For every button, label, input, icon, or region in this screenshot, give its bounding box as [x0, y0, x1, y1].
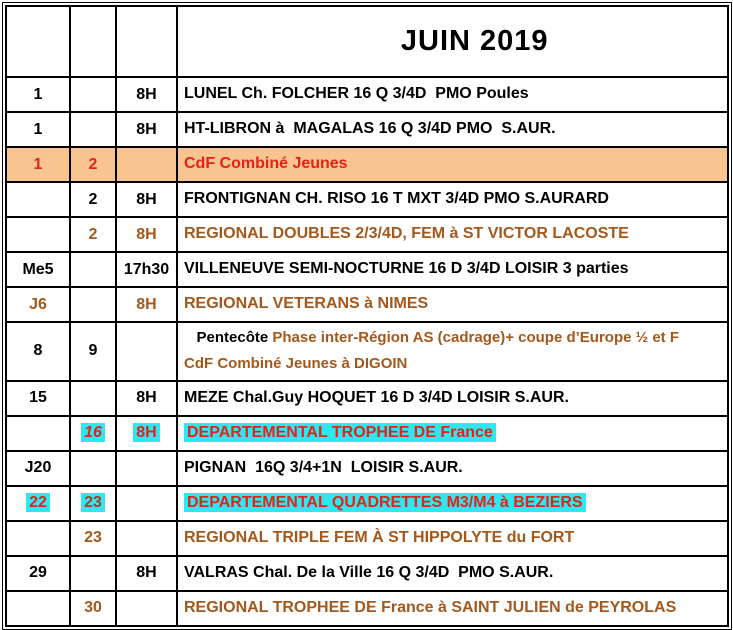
header-day1-cell [6, 6, 70, 77]
time-cell [116, 591, 177, 626]
event-cell [177, 556, 728, 591]
day2-cell [70, 416, 116, 451]
time-cell [116, 77, 177, 112]
cell-text: VALRAS Chal. De la Ville 16 Q 3/4D PMO S.AUR. [184, 563, 554, 581]
event-cell [177, 381, 728, 416]
day1-cell [6, 451, 70, 486]
cell-text: 8H [136, 190, 157, 208]
day1-cell [6, 287, 70, 322]
day1-cell [6, 381, 70, 416]
table-row [6, 147, 728, 182]
time-cell [116, 322, 177, 381]
cell-text: 22 [26, 493, 50, 512]
header-time-cell [116, 6, 177, 77]
cell-text: 8 [33, 342, 43, 360]
day2-cell [70, 591, 116, 626]
cell-text: 15 [29, 389, 47, 406]
cell-text: 2 [88, 225, 98, 243]
cell-text: 29 [29, 564, 47, 581]
day1-cell [6, 217, 70, 252]
time-cell [116, 182, 177, 217]
cell-text: 8H [136, 295, 157, 313]
time-cell [116, 252, 177, 287]
day1-cell [6, 252, 70, 287]
table-row [6, 486, 728, 521]
cell-text: REGIONAL TRIPLE FEM À ST HIPPOLYTE du FORT [184, 528, 575, 546]
table-row [6, 381, 728, 416]
cell-text: 2 [88, 155, 98, 173]
cell-text: J6 [29, 295, 47, 313]
event-cell [177, 591, 728, 626]
cell-text: 30 [84, 599, 102, 616]
cell-text: CdF Combiné Jeunes [184, 155, 348, 173]
day1-cell [6, 486, 70, 521]
header-row [6, 6, 728, 77]
day1-cell [6, 77, 70, 112]
event-cell [177, 217, 728, 252]
event-cell [177, 252, 728, 287]
time-cell [116, 416, 177, 451]
cell-text: 23 [81, 493, 105, 512]
cell-text: REGIONAL DOUBLES 2/3/4D, FEM à ST VICTOR LACOSTE [184, 225, 629, 243]
cell-text: 9 [88, 342, 98, 360]
cell-text: VILLENEUVE SEMI-NOCTURNE 16 D 3/4D LOISIR 3 parties [184, 260, 629, 278]
time-cell [116, 556, 177, 591]
cell-text: DEPARTEMENTAL TROPHEE DE France [184, 423, 496, 442]
event-cell [177, 112, 728, 147]
cell-text: LUNEL Ch. FOLCHER 16 Q 3/4D PMO Poules [184, 85, 529, 103]
header-day2-cell [70, 6, 116, 77]
cell-text: 8H [136, 389, 157, 406]
event-cell [177, 521, 728, 556]
table-row [6, 591, 728, 626]
day2-cell [70, 252, 116, 287]
event-cell [177, 287, 728, 322]
day2-cell [70, 381, 116, 416]
cell-text: 23 [84, 529, 102, 546]
event-cell [177, 322, 728, 381]
day2-cell [70, 486, 116, 521]
cell-text: DEPARTEMENTAL QUADRETTES M3/M4 à BEZIERS [184, 493, 586, 512]
table-row [6, 112, 728, 147]
time-cell [116, 486, 177, 521]
day2-cell [70, 322, 116, 381]
time-cell [116, 451, 177, 486]
day1-cell [6, 112, 70, 147]
event-cell [177, 77, 728, 112]
cell-text: Phase inter-Région AS (cadrage)+ coupe d’Europe ½ et F [272, 329, 679, 346]
table-row [6, 77, 728, 112]
cell-text: J20 [24, 459, 52, 476]
cell-text: 16 [81, 423, 105, 442]
cell-text: REGIONAL TROPHEE DE France à SAINT JULIEN de PEYROLAS [184, 598, 677, 616]
table-row [6, 322, 728, 381]
event-cell [177, 147, 728, 182]
day1-cell [6, 556, 70, 591]
day2-cell [70, 287, 116, 322]
calendar-body [6, 6, 728, 626]
day1-cell [6, 182, 70, 217]
time-cell [116, 521, 177, 556]
table-row [6, 416, 728, 451]
cell-text: HT-LIBRON à MAGALAS 16 Q 3/4D PMO S.AUR. [184, 120, 556, 138]
time-cell [116, 112, 177, 147]
cell-text: 8H [136, 564, 157, 581]
cell-text: Me5 [22, 260, 54, 278]
table-row [6, 217, 728, 252]
time-cell [116, 381, 177, 416]
table-row [6, 521, 728, 556]
event-cell [177, 486, 728, 521]
cell-text: 1 [33, 85, 43, 103]
day2-cell [70, 147, 116, 182]
day2-cell [70, 77, 116, 112]
cell-text: 17h30 [123, 260, 170, 278]
cell-text: PIGNAN 16Q 3/4+1N LOISIR S.AUR. [184, 458, 463, 476]
day2-cell [70, 556, 116, 591]
day1-cell [6, 322, 70, 381]
cell-text: 8H [136, 225, 157, 243]
cell-text: Pentecôte [184, 329, 273, 346]
day2-cell [70, 451, 116, 486]
day2-cell [70, 112, 116, 147]
day2-cell [70, 182, 116, 217]
day2-cell [70, 521, 116, 556]
cell-text: 1 [33, 120, 43, 138]
event-cell [177, 451, 728, 486]
cell-text: MEZE Chal.Guy HOQUET 16 D 3/4D LOISIR S.AUR. [184, 388, 569, 406]
page-title: JUIN 2019 [400, 25, 549, 57]
header-title-cell [177, 6, 728, 77]
cell-text: REGIONAL VETERANS à NIMES [184, 295, 429, 313]
time-cell [116, 217, 177, 252]
event-cell [177, 182, 728, 217]
day1-cell [6, 521, 70, 556]
day1-cell [6, 591, 70, 626]
event-cell [177, 416, 728, 451]
table-row [6, 287, 728, 322]
cell-text: CdF Combiné Jeunes à DIGOIN [184, 355, 408, 373]
day1-cell [6, 416, 70, 451]
cell-text: 8H [133, 423, 159, 442]
cell-text: 8H [136, 85, 157, 103]
cell-text: 1 [33, 155, 43, 173]
time-cell [116, 287, 177, 322]
table-row [6, 182, 728, 217]
calendar-table [5, 5, 729, 627]
page-frame [2, 2, 732, 630]
cell-text: FRONTIGNAN CH. RISO 16 T MXT 3/4D PMO S.AURARD [184, 190, 609, 208]
cell-text: 2 [88, 190, 98, 208]
day1-cell [6, 147, 70, 182]
table-row [6, 451, 728, 486]
table-row [6, 252, 728, 287]
day2-cell [70, 217, 116, 252]
table-row [6, 556, 728, 591]
time-cell [116, 147, 177, 182]
cell-text: 8H [136, 120, 157, 138]
